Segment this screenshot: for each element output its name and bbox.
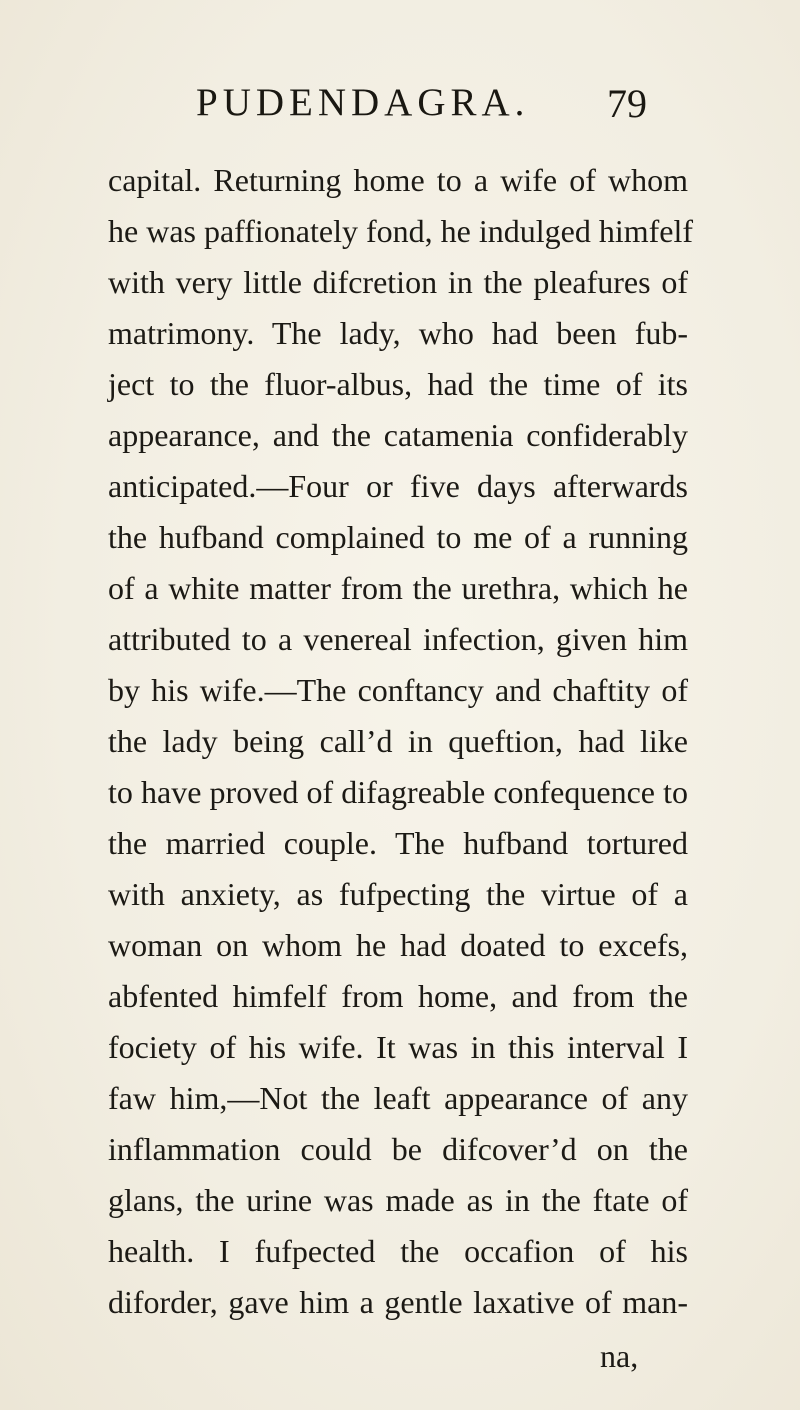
text-line: diforder, gave him a gentle laxative of man- <box>108 1284 688 1320</box>
text-line: by his wife.—The conftancy and chaftity of <box>108 672 688 708</box>
text-line: the married couple. The hufband tortured <box>108 825 688 861</box>
text-line: ject to the fluor-albus, had the time of its <box>108 366 688 402</box>
text-line: health. I fufpected the occafion of his <box>108 1233 688 1269</box>
text-line: capital. Returning home to a wife of whom <box>108 162 688 198</box>
text-line: to have proved of difagreable confequence to <box>108 774 688 810</box>
running-title: PUDENDAGRA. <box>196 81 530 124</box>
text-line: appearance, and the catamenia confiderably <box>108 417 688 453</box>
text-line: the lady being call’d in queftion, had like <box>108 723 688 759</box>
text-line: faw him,—Not the leaft appearance of any <box>108 1080 688 1116</box>
text-line: woman on whom he had doated to excefs, <box>108 927 688 963</box>
text-line: anticipated.—Four or five days afterwards <box>108 468 688 504</box>
text-line: inflammation could be difcover’d on the <box>108 1131 688 1167</box>
catchword: na, <box>600 1338 639 1374</box>
page-number: 79 <box>607 81 647 126</box>
text-line: glans, the urine was made as in the ftate of <box>108 1182 688 1218</box>
text-line: of a white matter from the urethra, which he <box>108 570 688 606</box>
text-line: he was paffionately fond, he indulged himfelf <box>108 213 694 249</box>
text-line: matrimony. The lady, who had been fub- <box>108 315 688 351</box>
text-line: with anxiety, as fufpecting the virtue of a <box>108 876 688 912</box>
text-line: fociety of his wife. It was in this interval I <box>108 1029 688 1065</box>
text-line: abfented himfelf from home, and from the <box>108 978 688 1014</box>
text-line: the hufband complained to me of a running <box>108 519 688 555</box>
text-line: attributed to a venereal infection, given him <box>108 621 688 657</box>
text-line: with very little difcretion in the pleafures of <box>108 264 688 300</box>
running-head <box>0 74 800 134</box>
